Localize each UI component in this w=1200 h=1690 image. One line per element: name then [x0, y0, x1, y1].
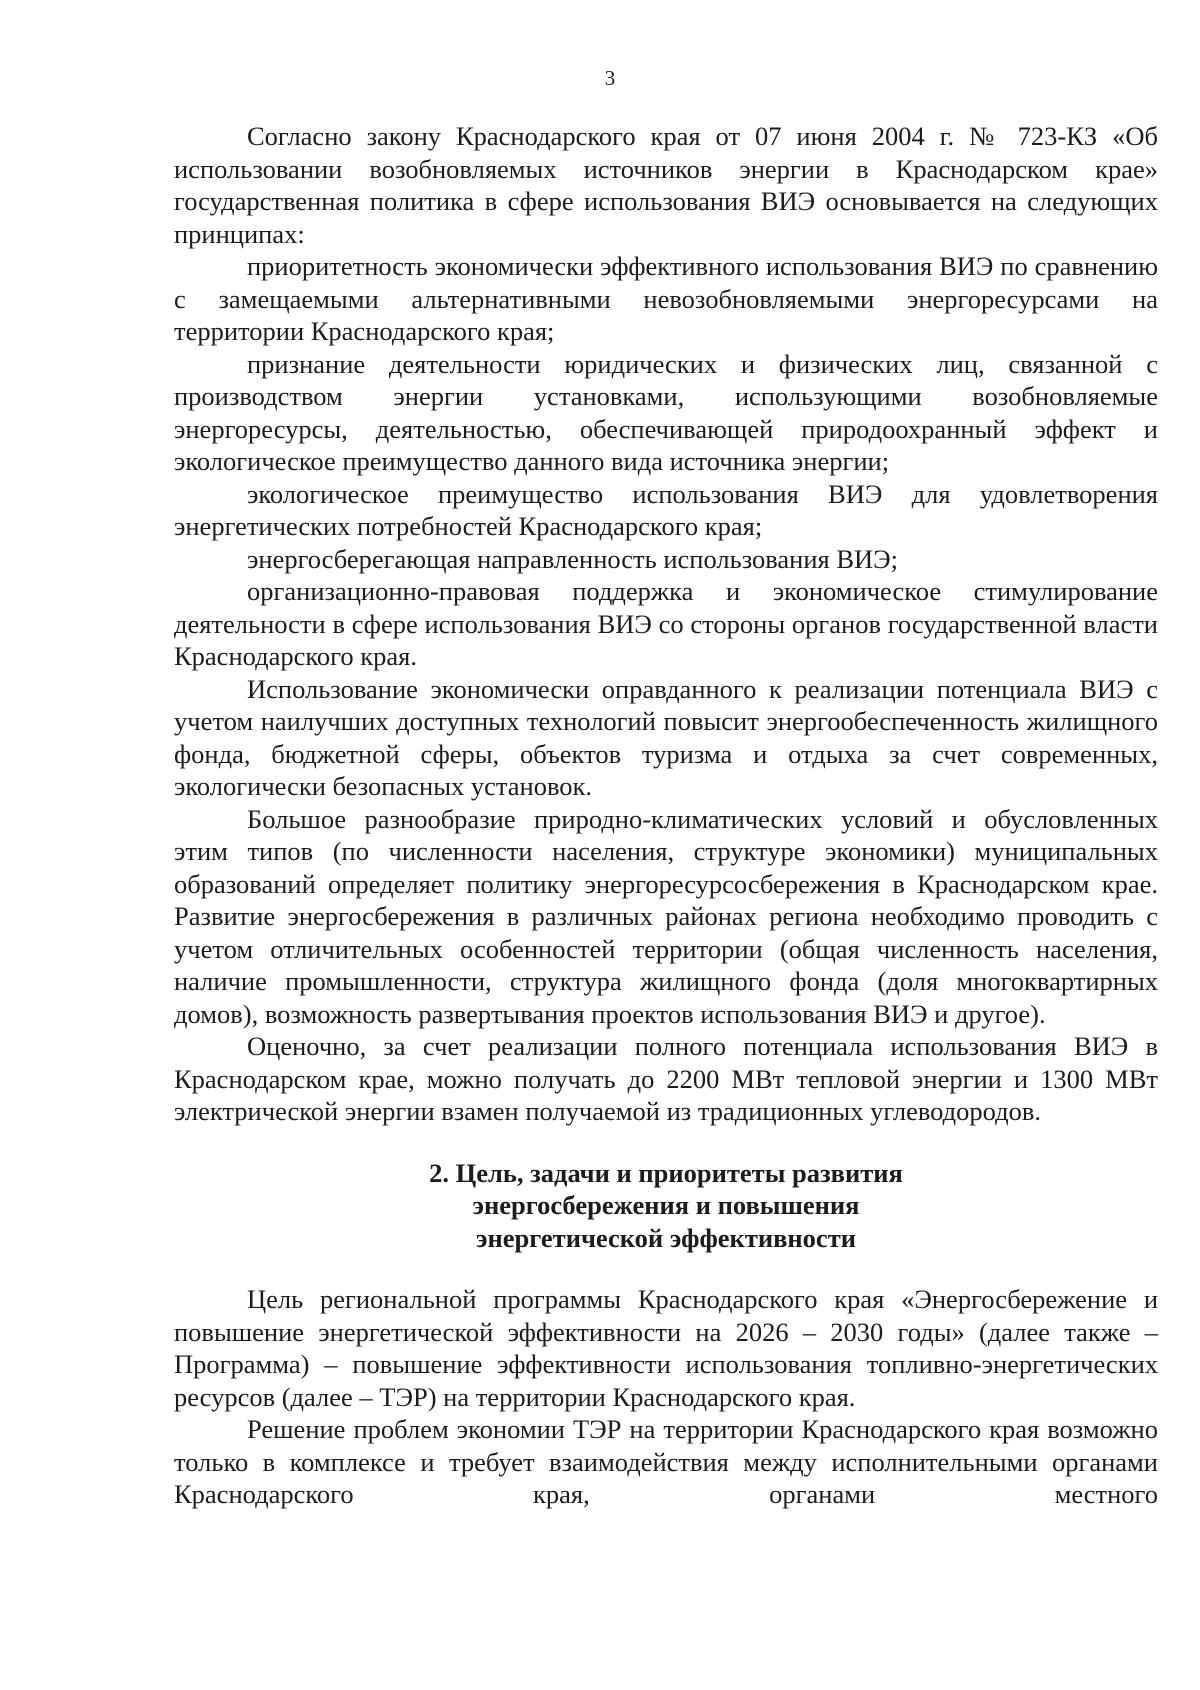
paragraph-law-reference: Согласно закону Краснодарского края от 07 июня 2004 г. № 723-КЗ «Об использовании возобновляемых источников энергии в Краснодарском крае» государственная политика в сфере использования ВИЭ основывается на следующих принципах: — [174, 121, 1158, 249]
principle-ecological-advantage: экологическое преимущество использования ВИЭ для удовлетворения энергетических потребностей Краснодарского края; — [174, 478, 1158, 541]
document-body — [174, 120, 1158, 1511]
paragraph-potential-usage: Использование экономически оправданного к реализации потенциала ВИЭ с учетом наилучших доступных технологий повысит энергообеспеченность жилищного фонда, бюджетной сферы, объектов туризма и отдыха за счет современных, экологически безопасных установок. — [174, 673, 1158, 801]
principle-priority: приоритетность экономически эффективного использования ВИЭ по сравнению с замещаемыми альтернативными невозобновляемыми энергоресурсами на территории Краснодарского края; — [174, 251, 1158, 346]
section-heading-line-1: 2. Цель, задачи и приоритеты развития — [429, 1157, 903, 1188]
principle-recognition: признание деятельности юридических и физических лиц, связанной с производством энергии установками, использующими возобновляемые энергоресурсы, деятельностью, обеспечивающей природоохранный эффект и экологическое преимущество данного вида источника энергии; — [174, 348, 1158, 476]
section-heading-line-3: энергетической эффективности — [476, 1222, 856, 1253]
paragraph-climatic-diversity: Большое разнообразие природно-климатических условий и обусловленных этим типов (по численности населения, структуре экономики) муниципальных образований определяет политику энергоресурсосбережения в Краснодарском крае. Развитие энергосбережения в различных районах региона необходимо проводить с учетом отличительных особенностей территории (общая численность населения, наличие промышленности, структура жилищного фонда (доля многоквартирных домов), возможность развертывания проектов использования ВИЭ и другое). — [174, 803, 1158, 1029]
section-heading-line-2: энергосбережения и повышения — [472, 1190, 860, 1220]
principle-energy-saving: энергосберегающая направленность использования ВИЭ; — [247, 543, 899, 574]
paragraph-ter-economy: Решение проблем экономии ТЭР на территории Краснодарского края возможно только в комплексе и требует взаимодействия между исполнительными органами Краснодарского края, органами местного — [174, 1414, 1158, 1509]
paragraph-estimate: Оценочно, за счет реализации полного потенциала использования ВИЭ в Краснодарском крае, можно получать до 2200 МВт тепловой энергии и 1300 МВт электрической энергии взамен получаемой из традиционных углеводородов. — [174, 1031, 1158, 1126]
principle-legal-support: организационно-правовая поддержка и экономическое стимулирование деятельности в сфере использования ВИЭ со стороны органов государственной власти Краснодарского края. — [174, 576, 1158, 671]
page-number: 3 — [604, 66, 616, 90]
section-heading — [174, 1157, 1158, 1255]
paragraph-program-goal: Цель региональной программы Краснодарского края «Энергосбережение и повышение энергетической эффективности на 2026 – 2030 годы» (далее также – Программа) – повышение эффективности использования топливно-энергетических ресурсов (далее – ТЭР) на территории Краснодарского края. — [174, 1284, 1158, 1412]
